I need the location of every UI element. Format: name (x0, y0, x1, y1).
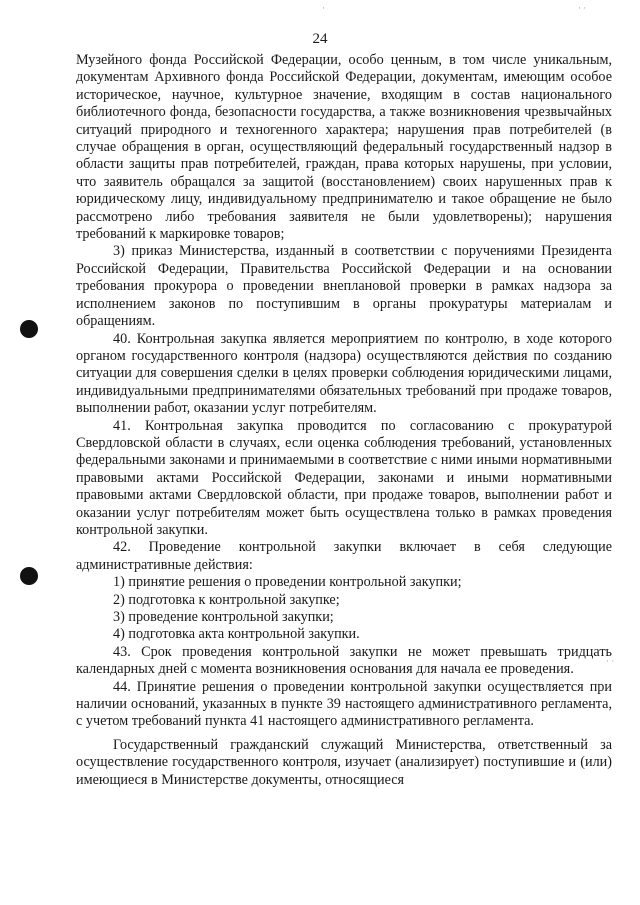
clause-44: 44. Принятие решения о проведении контрольной закупки осуществляется при наличии оснований, указанных в пункте 39 настоящего административного регламента, с учетом требований пункта 41 настоящего административного регламента. (76, 678, 612, 730)
clause-42-item: 2) подготовка к контрольной закупке; (113, 591, 340, 608)
clause-42-item: 1) принятие решения о проведении контрольной закупки; (113, 574, 462, 591)
scan-speck: · · (606, 656, 615, 666)
clause-43: 43. Срок проведения контрольной закупки не может превышать тридцать календарных дней с момента возникновения основания для начала ее проведения. (76, 643, 612, 678)
punch-hole-mark-top (20, 320, 38, 338)
clause-42-item: 4) подготовка акта контрольной закупки. (113, 626, 360, 643)
page-number: 24 (312, 31, 328, 47)
clause-41: 41. Контрольная закупка проводится по согласованию с прокуратурой Свердловской области в случаях, если оценка соблюдения требований, установленных федеральными законами и принимаемыми в соответствие с ними иными нормативными правовыми актами Российской Федерации, законами и иными нормативными правовыми актами Свердловской области, при продаже товаров, выполнении работ и оказании услуг потребителям может быть осуществлена только в рамках проведения контрольной закупки. (76, 417, 612, 538)
scan-speck: · (322, 3, 325, 13)
paragraph-final: Государственный гражданский служащий Министерства, ответственный за осуществление государственного контроля, изучает (анализирует) поступившие и (или) имеющиеся в Министерстве документы, относящиеся (76, 736, 612, 788)
clause-42: 42. Проведение контрольной закупки включает в себя следующие административные действия: (76, 539, 612, 573)
document-body (76, 52, 615, 789)
paragraph-continuation: Музейного фонда Российской Федерации, особо ценным, в том числе уникальным, документам Архивного фонда Российской Федерации, документам, имеющим особое историческое, научное, культурное значение, входящим в состав национального библиотечного фонда, безопасности государства, а также возникновения чрезвычайных ситуаций природного и техногенного характера; нарушения прав потребителей (в случае обращения в орган, осуществляющий федеральный государственный надзор в области защиты прав потребителей, граждан, права которых нарушены, при условии, что заявитель обращался за защитой (восстановлением) своих нарушенных прав к юридическому лицу, индивидуальному предпринимателю и такое обращение не было рассмотрено либо требования заявителя не были удовлетворены); нарушения требований к маркировке товаров; (76, 52, 612, 243)
punch-hole-mark-bottom (20, 567, 38, 585)
scan-speck: · · (578, 3, 587, 13)
clause-40: 40. Контрольная закупка является мероприятием по контролю, в ходе которого органом государственного контроля (надзора) осуществляются действия по созданию ситуации для совершения сделки в целях проверки соблюдения юридическими лицами, индивидуальными предпринимателями обязательных требований при продаже товаров, выполнении работ, оказании услуг потребителям. (76, 330, 612, 417)
list-item-3: 3) приказ Министерства, изданный в соответствии с поручениями Президента Российской Федерации, Правительства Российской Федерации и на основании требования прокурора о проведении внеплановой проверки в рамках надзора за исполнением законов по поступившим в органы прокуратуры материалам и обращениям. (76, 243, 612, 330)
clause-42-item: 3) проведение контрольной закупки; (113, 609, 334, 625)
